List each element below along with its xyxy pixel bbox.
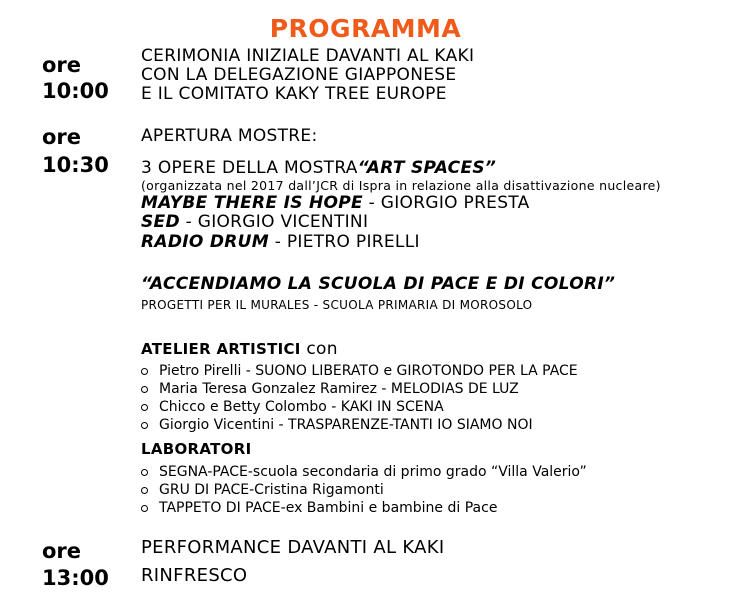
circle-bullet-icon [141, 469, 148, 476]
list-item [141, 398, 578, 416]
opere-line [141, 157, 496, 179]
list-item-text: Maria Teresa Gonzalez Ramirez - MELODIAS DE LUZ [159, 381, 519, 397]
work-title: MAYBE THERE IS HOPE [141, 193, 363, 213]
list-item-text: Chicco e Betty Colombo - KAKI IN SCENA [159, 399, 444, 415]
circle-bullet-icon [141, 422, 148, 429]
atelier-list [141, 362, 578, 434]
atelier-heading [141, 338, 338, 360]
program-line: E IL COMITATO KAKY TREE EUROPE [141, 84, 447, 104]
list-item-text: SEGNA-PACE-scuola secondaria di primo grado “Villa Valerio” [159, 464, 587, 480]
work-item [141, 231, 420, 253]
circle-bullet-icon [141, 505, 148, 512]
work-title: SED [141, 212, 180, 232]
program-line: PERFORMANCE DAVANTI AL KAKI [141, 537, 445, 558]
page-title: PROGRAMMA [269, 14, 462, 43]
atelier-con: con [300, 339, 338, 359]
time-value: 13:00 [42, 566, 109, 590]
list-item [141, 362, 578, 380]
list-item-text: TAPPETO DI PACE-ex Bambini e bambine di Pace [159, 500, 498, 516]
work-author: - GIORGIO PRESTA [362, 193, 530, 213]
list-item [141, 380, 578, 398]
work-item [141, 211, 368, 233]
work-author: - GIORGIO VICENTINI [179, 212, 369, 232]
time-value: 10:30 [42, 153, 109, 177]
list-item-text: Pietro Pirelli - SUONO LIBERATO e GIROTONDO PER LA PACE [159, 363, 578, 379]
work-title: RADIO DRUM [141, 232, 269, 252]
atelier-title: ATELIER ARTISTICI [141, 340, 301, 358]
list-item [141, 499, 587, 517]
time-label-ore: ore [42, 125, 82, 149]
work-author: - PIETRO PIRELLI [268, 232, 420, 252]
circle-bullet-icon [141, 386, 148, 393]
list-item-text: Giorgio Vicentini - TRASPARENZE-TANTI IO SIAMO NOI [159, 417, 533, 433]
opere-title: “ART SPACES” [357, 158, 497, 178]
laboratori-heading: LABORATORI [141, 440, 252, 458]
opere-note: (organizzata nel 2017 dall’JCR di Ispra in relazione alla disattivazione nucleare) [141, 178, 661, 193]
program-line: CERIMONIA INIZIALE DAVANTI AL KAKI [141, 46, 475, 66]
list-item [141, 416, 578, 434]
laboratori-list [141, 463, 587, 517]
list-item [141, 481, 587, 499]
time-label-ore: ore [42, 53, 82, 77]
program-line: CON LA DELEGAZIONE GIAPPONESE [141, 65, 457, 85]
list-item-text: GRU DI PACE-Cristina Rigamonti [159, 482, 384, 498]
program-line: RINFRESCO [141, 565, 248, 586]
circle-bullet-icon [141, 368, 148, 375]
time-value: 10:00 [42, 79, 109, 103]
accendiamo-title: “ACCENDIAMO LA SCUOLA DI PACE E DI COLORI” [141, 274, 616, 294]
progetti-line: PROGETTI PER IL MURALES - SCUOLA PRIMARIA DI MOROSOLO [141, 298, 533, 312]
opere-prefix: 3 OPERE DELLA MOSTRA [141, 158, 358, 178]
apertura-mostre: APERTURA MOSTRE: [141, 126, 318, 146]
circle-bullet-icon [141, 487, 148, 494]
time-label-ore: ore [42, 539, 82, 563]
list-item [141, 463, 587, 481]
circle-bullet-icon [141, 404, 148, 411]
